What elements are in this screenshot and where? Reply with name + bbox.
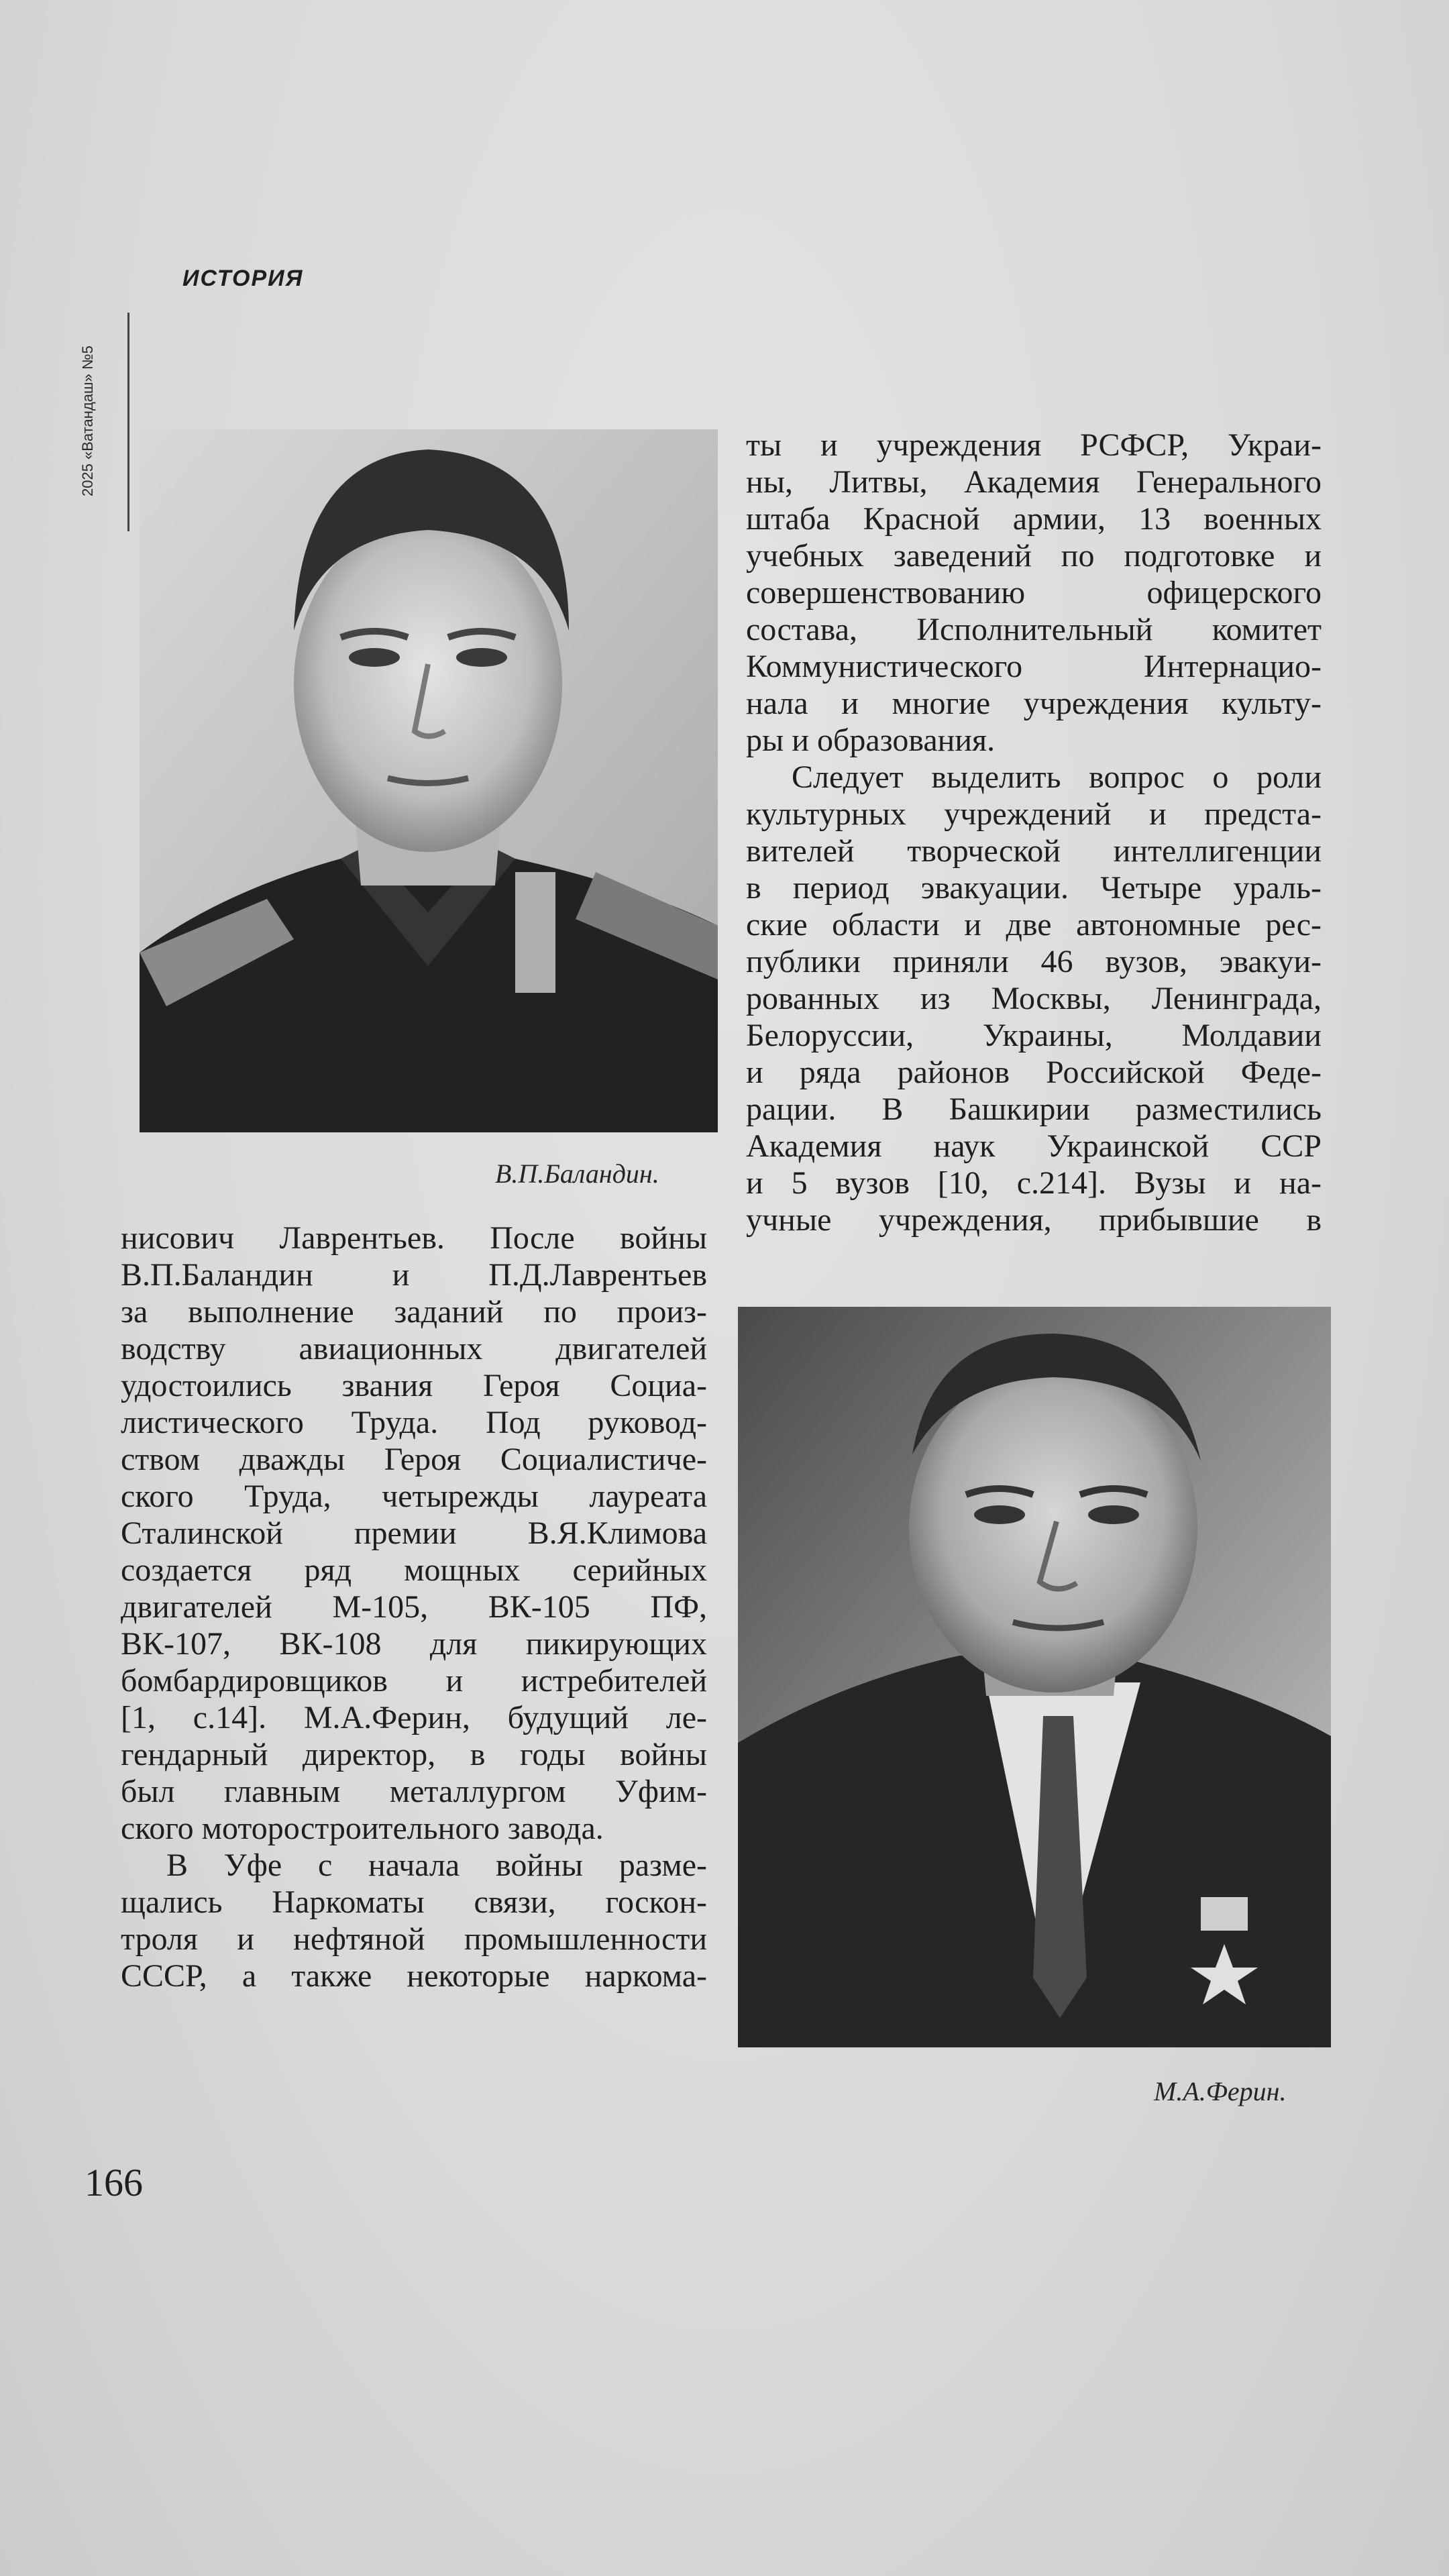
text-line: ские области и две автономные рес- <box>746 907 1322 943</box>
text-line: ры и образования. <box>746 722 996 758</box>
portrait-image <box>140 429 718 1132</box>
text-line: рации. В Башкирии разместились <box>746 1091 1322 1127</box>
text-line: троля и нефтяной промышленности <box>121 1921 707 1957</box>
text-line: Академия наук Украинской ССР <box>746 1128 1322 1164</box>
text-line: штаба Красной армии, 13 военных <box>746 501 1322 537</box>
text-line: и ряда районов Российской Феде- <box>746 1055 1322 1090</box>
text-line: ты и учреждения РСФСР, Украи- <box>746 427 1322 463</box>
text-line: учные учреждения, прибывшие в <box>746 1202 1322 1238</box>
text-line: создается ряд мощных серийных <box>121 1552 707 1588</box>
photo-caption-ferin: М.А.Ферин. <box>1154 2076 1287 2106</box>
text-line: бомбардировщиков и истребителей <box>121 1663 707 1699</box>
text-line: В Уфе с начала войны разме- <box>166 1847 707 1883</box>
text-line: СССР, а также некоторые наркома- <box>121 1958 707 1994</box>
text-line: совершенствованию офицерского <box>746 575 1322 610</box>
text-line: Коммунистического Интернацио- <box>746 649 1322 684</box>
text-line: рованных из Москвы, Ленинграда, <box>746 981 1322 1016</box>
text-line: ством дважды Героя Социалистиче- <box>121 1442 707 1477</box>
page-number: 166 <box>85 2161 143 2204</box>
text-line: и 5 вузов [10, с.214]. Вузы и на- <box>746 1165 1322 1201</box>
text-line: листического Труда. Под руковод- <box>121 1405 707 1440</box>
text-line: Белоруссии, Украины, Молдавии <box>746 1018 1322 1053</box>
text-line: публики приняли 46 вузов, эвакуи- <box>746 944 1322 979</box>
text-line: Следует выделить вопрос о роли <box>792 759 1322 795</box>
text-line: щались Наркоматы связи, госкон- <box>121 1884 707 1920</box>
text-line: ского Труда, четырежды лауреата <box>121 1479 707 1514</box>
text-line: за выполнение заданий по произ- <box>121 1294 707 1330</box>
portrait-photo-balandin <box>140 429 718 1132</box>
text-column-right <box>746 427 1322 1238</box>
text-line: В.П.Баландин и П.Д.Лаврентьев <box>121 1257 707 1293</box>
photo-caption-balandin: В.П.Баландин. <box>495 1159 659 1189</box>
portrait-image <box>738 1307 1331 2047</box>
journal-issue-mark: 2025 «Ватандаш» №5 <box>79 345 96 496</box>
text-line: удостоились звания Героя Социа- <box>121 1368 707 1403</box>
text-line: был главным металлургом Уфим- <box>121 1774 707 1809</box>
text-line: в период эвакуации. Четыре ураль- <box>746 870 1322 906</box>
text-line: нисович Лаврентьев. После войны <box>121 1220 707 1256</box>
text-line: ны, Литвы, Академия Генерального <box>746 464 1322 500</box>
text-line: ВК-107, ВК-108 для пикирующих <box>121 1626 707 1662</box>
text-line: водству авиационных двигателей <box>121 1331 707 1366</box>
text-line: Сталинской премии В.Я.Климова <box>121 1515 707 1551</box>
portrait-photo-ferin <box>738 1307 1331 2047</box>
text-line: [1, с.14]. М.А.Ферин, будущий ле- <box>121 1700 707 1735</box>
text-line: ского моторостроительного завода. <box>121 1811 604 1846</box>
text-line: учебных заведений по подготовке и <box>746 538 1322 574</box>
margin-rule <box>127 313 129 531</box>
section-title: ИСТОРИЯ <box>182 266 304 291</box>
text-line: культурных учреждений и предста- <box>746 796 1322 832</box>
text-line: гендарный директор, в годы войны <box>121 1737 707 1772</box>
text-line: вителей творческой интеллигенции <box>746 833 1322 869</box>
text-line: двигателей М-105, ВК-105 ПФ, <box>121 1589 707 1625</box>
text-line: состава, Исполнительный комитет <box>746 612 1322 647</box>
text-column-left <box>121 1220 707 1994</box>
text-line: нала и многие учреждения культу- <box>746 686 1322 721</box>
